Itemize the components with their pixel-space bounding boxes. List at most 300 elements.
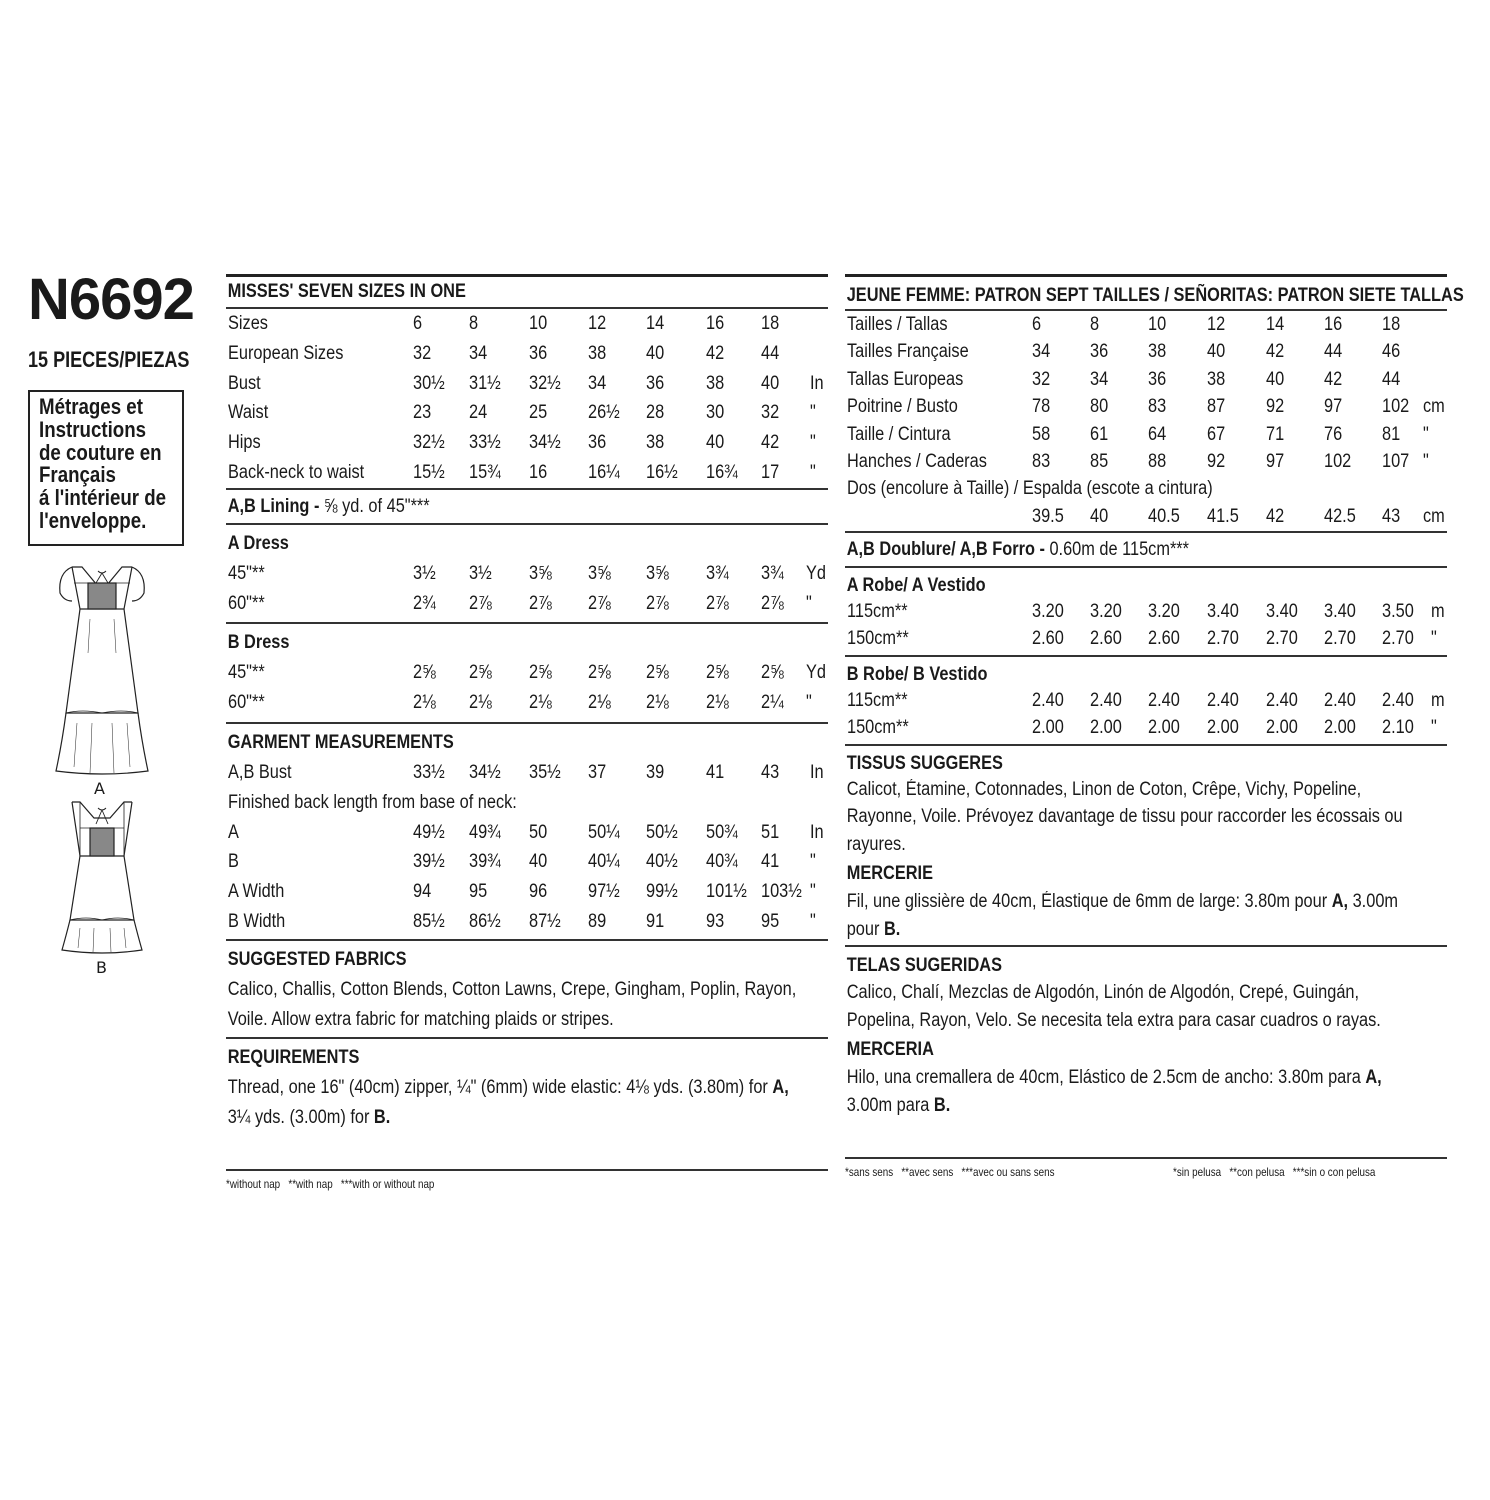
cell-value: 15¾ — [469, 461, 501, 483]
cell-value: 14 — [1266, 314, 1285, 335]
fr-lining-line — [845, 533, 1363, 566]
lining-text: ⅝ yd. of 45"*** — [319, 495, 430, 517]
tissus-line: rayures. — [846, 833, 906, 855]
table-row — [226, 398, 828, 428]
table-row — [845, 366, 1447, 393]
cell-value: 88 — [1148, 450, 1167, 472]
cell-value: 2.40 — [1324, 689, 1356, 711]
cell-value: 2⅞ — [529, 592, 552, 614]
cell-value: 2.00 — [1032, 717, 1064, 739]
cell-value: 2⅛ — [588, 692, 611, 714]
cell-value: 2.70 — [1382, 628, 1414, 650]
cell-value: 2¾ — [413, 592, 436, 614]
cell-value: 6 — [1032, 314, 1042, 335]
cell-value: 67 — [1207, 423, 1226, 445]
row-label: 60"** — [228, 692, 265, 714]
cell-value: 40½ — [646, 851, 678, 873]
cell-value: 2⅝ — [588, 662, 611, 684]
mercerie-title: MERCERIE — [846, 863, 933, 885]
row-label: Tailles / Tallas — [847, 314, 948, 335]
cell-value: 36 — [1090, 341, 1109, 363]
cell-value: 40¾ — [706, 851, 738, 873]
cell-value: 38 — [706, 372, 725, 394]
note-line: Français — [39, 462, 116, 488]
cell-value: 8 — [1090, 314, 1100, 335]
cell-value: 16½ — [646, 461, 678, 483]
cell-value: 97 — [1324, 396, 1343, 418]
table-row — [226, 658, 828, 688]
row-label: Sizes — [228, 313, 268, 334]
cell-value: 2.00 — [1207, 717, 1239, 739]
b-dress-title: B Dress — [227, 632, 290, 654]
cell-value: 32 — [1032, 368, 1051, 390]
tissus-title: TISSUS SUGGERES — [846, 752, 1003, 774]
cell-value: 3¾ — [706, 562, 729, 584]
table-row — [226, 847, 828, 877]
cell-value: 46 — [1382, 341, 1401, 363]
cell-value: 3½ — [413, 562, 436, 584]
a-robe-title: A Robe/ A Vestido — [846, 574, 986, 596]
cell-value: 42 — [1324, 368, 1343, 390]
cell-value: 93 — [706, 910, 725, 932]
cell-value: 50¾ — [706, 821, 738, 843]
cell-value: 81 — [1382, 423, 1401, 445]
unit: In — [810, 761, 824, 783]
cell-value: 97½ — [588, 881, 620, 903]
sketch-label-b: B — [96, 958, 107, 977]
cell-value: 40 — [646, 342, 665, 364]
cell-value: 2⅛ — [469, 692, 492, 714]
cell-value: 2.00 — [1148, 717, 1180, 739]
cell-value: 58 — [1032, 423, 1051, 445]
row-label: 115cm** — [847, 689, 908, 711]
row-label: Tailles Française — [847, 341, 969, 363]
cell-value: 36 — [588, 432, 607, 454]
cell-value: 10 — [1148, 314, 1167, 335]
french-footnote: *sans sens **avec sens ***avec ou sans sens — [845, 1165, 1055, 1180]
garment-measurements-table — [226, 818, 828, 937]
cell-value: 2.70 — [1207, 628, 1239, 650]
dress-b-sketch — [60, 800, 144, 958]
cell-value: 36 — [646, 372, 665, 394]
cell-value: 2.60 — [1090, 628, 1122, 650]
tissus-line: Rayonne, Voile. Prévoyez davantage de tissu pour raccorder les écossais ou — [846, 806, 1403, 828]
cell-value: 16 — [529, 461, 548, 483]
table-row — [226, 309, 828, 339]
cell-value: 35½ — [529, 761, 561, 783]
cell-value: 42 — [1266, 341, 1285, 363]
cell-value: 16¾ — [706, 461, 738, 483]
cell-value: 2.40 — [1207, 689, 1239, 711]
row-label: Hips — [228, 432, 261, 454]
row-label: 45"** — [228, 662, 265, 684]
cell-value: 39½ — [413, 851, 445, 873]
cell-value: 103½ — [761, 881, 802, 903]
cell-value: 2⅞ — [706, 592, 729, 614]
cell-value: 23 — [413, 402, 432, 424]
cell-value: 2.40 — [1382, 689, 1414, 711]
cell-value: 102 — [1324, 450, 1352, 472]
cell-value: 87 — [1207, 396, 1226, 418]
mercerie-line: Fil, une glissière de 40cm, Élastique de 6mm de large: 3.80m pour A, 3.00m — [846, 891, 1399, 913]
table-row — [226, 907, 828, 937]
cell-value: 3⅝ — [588, 562, 611, 584]
cell-value: 2.00 — [1266, 717, 1298, 739]
cell-value: 14 — [646, 313, 665, 334]
table-row — [845, 598, 1447, 626]
cell-value: 32 — [413, 342, 432, 364]
cell-value: 40¼ — [588, 851, 620, 873]
table-row — [845, 448, 1447, 475]
unit: cm — [1423, 396, 1445, 418]
b-robe-yardage — [845, 687, 1447, 742]
cell-value: 3.40 — [1266, 600, 1298, 622]
unit: In — [810, 372, 824, 394]
cell-value: 43 — [1382, 505, 1401, 527]
cell-value: 33½ — [469, 432, 501, 454]
english-footnote: *without nap **with nap ***with or without nap — [226, 1176, 435, 1191]
a-dress-title: A Dress — [227, 532, 289, 554]
cell-value: 91 — [646, 910, 665, 932]
cell-value: 15½ — [413, 461, 445, 483]
unit: " — [1431, 717, 1437, 739]
cell-value: 38 — [646, 432, 665, 454]
cell-value: 18 — [1382, 314, 1401, 335]
back-length-label-row: Finished back length from base of neck: — [228, 791, 517, 813]
suggested-fabrics-title: SUGGESTED FABRICS — [227, 948, 407, 970]
cell-value: 40 — [761, 372, 780, 394]
table-row — [226, 428, 828, 458]
cell-value: 31½ — [469, 372, 501, 394]
cell-value: 3.40 — [1324, 600, 1356, 622]
table-row — [845, 687, 1447, 715]
fr-lining-text: 0.60m de 115cm*** — [1044, 538, 1190, 560]
cell-value: 85½ — [413, 910, 445, 932]
table-row — [226, 818, 828, 848]
cell-value: 40 — [1090, 505, 1109, 527]
back-length-fr-label-row: Dos (encolure à Taille) / Espalda (escote a cintura) — [847, 478, 1213, 500]
cell-value: 64 — [1148, 423, 1167, 445]
cell-value: 24 — [469, 402, 488, 424]
unit: " — [806, 692, 812, 714]
cell-value: 38 — [1207, 368, 1226, 390]
spanish-footnote: *sin pelusa **con pelusa ***sin o con pelusa — [1173, 1165, 1376, 1180]
lining-line — [226, 490, 744, 523]
cell-value: 2.60 — [1148, 628, 1180, 650]
unit: Yd — [806, 662, 826, 684]
cell-value: 83 — [1148, 396, 1167, 418]
row-label: Waist — [228, 402, 269, 424]
unit: " — [1423, 423, 1429, 445]
cell-value: 43 — [761, 761, 780, 783]
cell-value: 2.60 — [1032, 628, 1064, 650]
suggested-fabrics-line: Calico, Challis, Cotton Blends, Cotton Lawns, Crepe, Gingham, Poplin, Rayon, — [227, 978, 797, 1000]
back-length-fr-row — [845, 503, 1447, 531]
cell-value: 85 — [1090, 450, 1109, 472]
a-robe-yardage — [845, 598, 1447, 653]
row-label: Hanches / Caderas — [847, 450, 987, 472]
note-line: Instructions — [39, 416, 147, 442]
cell-value: 92 — [1207, 450, 1226, 472]
unit: In — [810, 821, 824, 843]
cell-value: 40 — [529, 851, 548, 873]
table-row — [226, 589, 828, 619]
unit: " — [810, 851, 816, 873]
cell-value: 39¾ — [469, 851, 501, 873]
cell-value: 78 — [1032, 396, 1051, 418]
table-row — [845, 421, 1447, 448]
table-row — [226, 559, 828, 589]
fr-body-measurements-table — [845, 311, 1447, 475]
cell-value: 40 — [1266, 368, 1285, 390]
cell-value: 3¾ — [761, 562, 784, 584]
fr-lining-label: A,B Doublure/ A,B Forro - — [846, 538, 1045, 560]
cell-value: 2⅝ — [761, 662, 784, 684]
telas-title: TELAS SUGERIDAS — [846, 955, 1002, 977]
cell-value: 39.5 — [1032, 505, 1064, 527]
row-label: Poitrine / Busto — [847, 396, 958, 418]
mercerie-line: pour B. — [846, 918, 901, 940]
cell-value: 16¼ — [588, 461, 620, 483]
cell-value: 34½ — [469, 761, 501, 783]
table-row — [226, 688, 828, 718]
cell-value: 2⅝ — [646, 662, 669, 684]
cell-value: 42 — [1266, 505, 1285, 527]
telas-line: Calico, Chalí, Mezclas de Algodón, Linón de Algodón, Crepé, Guingán, — [846, 982, 1360, 1004]
cell-value: 38 — [1148, 341, 1167, 363]
pieces-count: 15 PIECES/PIEZAS — [28, 347, 190, 372]
dress-a-sketch — [52, 563, 152, 781]
tissus-line: Calicot, Étamine, Cotonnades, Linon de Coton, Crêpe, Vichy, Popeline, — [846, 778, 1362, 800]
row-label: 150cm** — [847, 628, 909, 650]
cell-value: 6 — [413, 313, 423, 334]
unit: " — [810, 461, 816, 483]
merceria-line: 3.00m para B. — [846, 1094, 951, 1116]
cell-value: 30½ — [413, 372, 445, 394]
row-label: Back-neck to waist — [228, 461, 365, 483]
cell-value: 10 — [529, 313, 548, 334]
cell-value: 41.5 — [1207, 505, 1239, 527]
unit: " — [1431, 628, 1437, 650]
cell-value: 32½ — [413, 432, 445, 454]
table-row — [845, 625, 1447, 653]
cell-value: 2¼ — [761, 692, 784, 714]
cell-value: 42 — [706, 342, 725, 364]
cell-value: 49½ — [413, 821, 445, 843]
table-row — [226, 758, 828, 788]
unit: " — [1423, 450, 1429, 472]
cell-value: 3.50 — [1382, 600, 1414, 622]
cell-value: 95 — [469, 881, 488, 903]
cell-value: 2.40 — [1032, 689, 1064, 711]
cell-value: 99½ — [646, 881, 678, 903]
row-label: B Width — [228, 910, 286, 932]
cell-value: 2⅛ — [646, 692, 669, 714]
cell-value: 97 — [1266, 450, 1285, 472]
row-label: B — [228, 851, 239, 873]
row-label: A Width — [228, 881, 285, 903]
cell-value: 44 — [1382, 368, 1401, 390]
cell-value: 2⅝ — [413, 662, 436, 684]
cell-value: 32½ — [529, 372, 561, 394]
cell-value: 40.5 — [1148, 505, 1180, 527]
cell-value: 3.40 — [1207, 600, 1239, 622]
cell-value: 2⅞ — [469, 592, 492, 614]
cell-value: 34 — [588, 372, 607, 394]
cell-value: 95 — [761, 910, 780, 932]
a-dress-yardage — [226, 559, 828, 619]
cell-value: 41 — [706, 761, 725, 783]
unit: m — [1431, 600, 1445, 622]
cell-value: 32 — [761, 402, 780, 424]
unit: " — [810, 402, 816, 424]
table-row — [226, 339, 828, 369]
unit: " — [810, 881, 816, 903]
unit: " — [810, 432, 816, 454]
cell-value: 2.40 — [1266, 689, 1298, 711]
cell-value: 2.40 — [1148, 689, 1180, 711]
cell-value: 18 — [761, 313, 780, 334]
cell-value: 41 — [761, 851, 780, 873]
cell-value: 71 — [1266, 423, 1285, 445]
cell-value: 2.40 — [1090, 689, 1122, 711]
unit: " — [810, 910, 816, 932]
cell-value: 3½ — [469, 562, 492, 584]
body-measurements-table — [226, 309, 828, 488]
cell-value: 39 — [646, 761, 665, 783]
cell-value: 34 — [469, 342, 488, 364]
english-panel — [226, 274, 828, 1191]
cell-value: 12 — [588, 313, 607, 334]
cell-value: 80 — [1090, 396, 1109, 418]
cell-value: 50 — [529, 821, 548, 843]
cell-value: 2⅛ — [529, 692, 552, 714]
table-row — [845, 503, 1447, 531]
cell-value: 8 — [469, 313, 479, 334]
suggested-fabrics-line: Voile. Allow extra fabric for matching plaids or stripes. — [227, 1008, 614, 1030]
cell-value: 40 — [706, 432, 725, 454]
telas-line: Popelina, Rayon, Velo. Se necesita tela extra para casar cuadros o rayas. — [846, 1009, 1381, 1031]
cell-value: 42 — [761, 432, 780, 454]
cell-value: 2.00 — [1324, 717, 1356, 739]
cell-value: 34½ — [529, 432, 561, 454]
cell-value: 2⅝ — [529, 662, 552, 684]
cell-value: 2.70 — [1324, 628, 1356, 650]
b-dress-yardage — [226, 658, 828, 718]
cell-value: 44 — [1324, 341, 1343, 363]
requirements-line: 3¼ yds. (3.00m) for B. — [227, 1106, 391, 1128]
english-title: MISSES' SEVEN SIZES IN ONE — [227, 281, 466, 302]
row-label: 45"** — [228, 562, 265, 584]
cell-value: 2.00 — [1090, 717, 1122, 739]
cell-value: 2⅛ — [413, 692, 436, 714]
cell-value: 96 — [529, 881, 548, 903]
merceria-line: Hilo, una cremallera de 40cm, Elástico de 2.5cm de ancho: 3.80m para A, — [846, 1067, 1382, 1089]
cell-value: 17 — [761, 461, 780, 483]
cell-value: 16 — [706, 313, 725, 334]
row-label: 150cm** — [847, 717, 909, 739]
cell-value: 2⅝ — [469, 662, 492, 684]
sketch-label-a: A — [94, 779, 105, 798]
row-label: A — [228, 821, 239, 843]
cell-value: 2⅞ — [588, 592, 611, 614]
b-robe-title: B Robe/ B Vestido — [846, 663, 988, 685]
row-label: 60"** — [228, 592, 265, 614]
requirements-line: Thread, one 16" (40cm) zipper, ¼" (6mm) wide elastic: 4⅛ yds. (3.80m) for A, — [227, 1076, 789, 1098]
cell-value: 61 — [1090, 423, 1109, 445]
cell-value: 3⅝ — [529, 562, 552, 584]
cell-value: 38 — [588, 342, 607, 364]
cell-value: 2⅞ — [646, 592, 669, 614]
unit: " — [806, 592, 812, 614]
cell-value: 30 — [706, 402, 725, 424]
cell-value: 44 — [761, 342, 780, 364]
cell-value: 2.70 — [1266, 628, 1298, 650]
cell-value: 107 — [1382, 450, 1410, 472]
cell-value: 16 — [1324, 314, 1343, 335]
cell-value: 42.5 — [1324, 505, 1356, 527]
cell-value: 102 — [1382, 396, 1410, 418]
garment-title: GARMENT MEASUREMENTS — [227, 731, 454, 753]
cell-value: 3⅝ — [646, 562, 669, 584]
cell-value: 2.10 — [1382, 717, 1414, 739]
cell-value: 26½ — [588, 402, 620, 424]
table-row — [845, 311, 1447, 338]
cell-value: 34 — [1090, 368, 1109, 390]
pattern-number: N6692 — [28, 267, 194, 332]
table-row — [845, 393, 1447, 420]
cell-value: 40 — [1207, 341, 1226, 363]
unit: cm — [1423, 505, 1445, 527]
unit: Yd — [806, 562, 826, 584]
cell-value: 2⅛ — [706, 692, 729, 714]
french-spanish-title: JEUNE FEMME: PATRON SEPT TAILLES / SEÑORITAS: PATRON SIETE TALLAS — [846, 285, 1464, 306]
cell-value: 86½ — [469, 910, 501, 932]
cell-value: 25 — [529, 402, 548, 424]
cell-value: 3.20 — [1032, 600, 1064, 622]
cell-value: 89 — [588, 910, 607, 932]
cell-value: 94 — [413, 881, 432, 903]
cell-value: 33½ — [413, 761, 445, 783]
french-instructions-note — [28, 390, 184, 546]
table-row — [226, 369, 828, 399]
row-label: Tallas Europeas — [847, 368, 964, 390]
garment-bust-row — [226, 758, 828, 788]
cell-value: 34 — [1032, 341, 1051, 363]
table-row — [226, 458, 828, 488]
row-label: Bust — [228, 372, 261, 394]
row-label: Taille / Cintura — [847, 423, 951, 445]
cell-value: 2⅞ — [761, 592, 784, 614]
cell-value: 101½ — [706, 881, 747, 903]
cell-value: 2⅝ — [706, 662, 729, 684]
cell-value: 50½ — [646, 821, 678, 843]
cell-value: 12 — [1207, 314, 1226, 335]
cell-value: 3.20 — [1148, 600, 1180, 622]
cell-value: 36 — [1148, 368, 1167, 390]
cell-value: 76 — [1324, 423, 1343, 445]
table-row — [845, 714, 1447, 742]
note-line: de couture en — [39, 439, 162, 465]
lining-label: A,B Lining - — [227, 495, 320, 517]
table-row — [845, 338, 1447, 365]
cell-value: 92 — [1266, 396, 1285, 418]
note-line: Métrages et — [39, 394, 143, 419]
french-spanish-panel — [845, 274, 1464, 1181]
row-label: 115cm** — [847, 600, 908, 622]
row-label: A,B Bust — [228, 761, 292, 783]
note-line: l'enveloppe. — [39, 507, 147, 533]
